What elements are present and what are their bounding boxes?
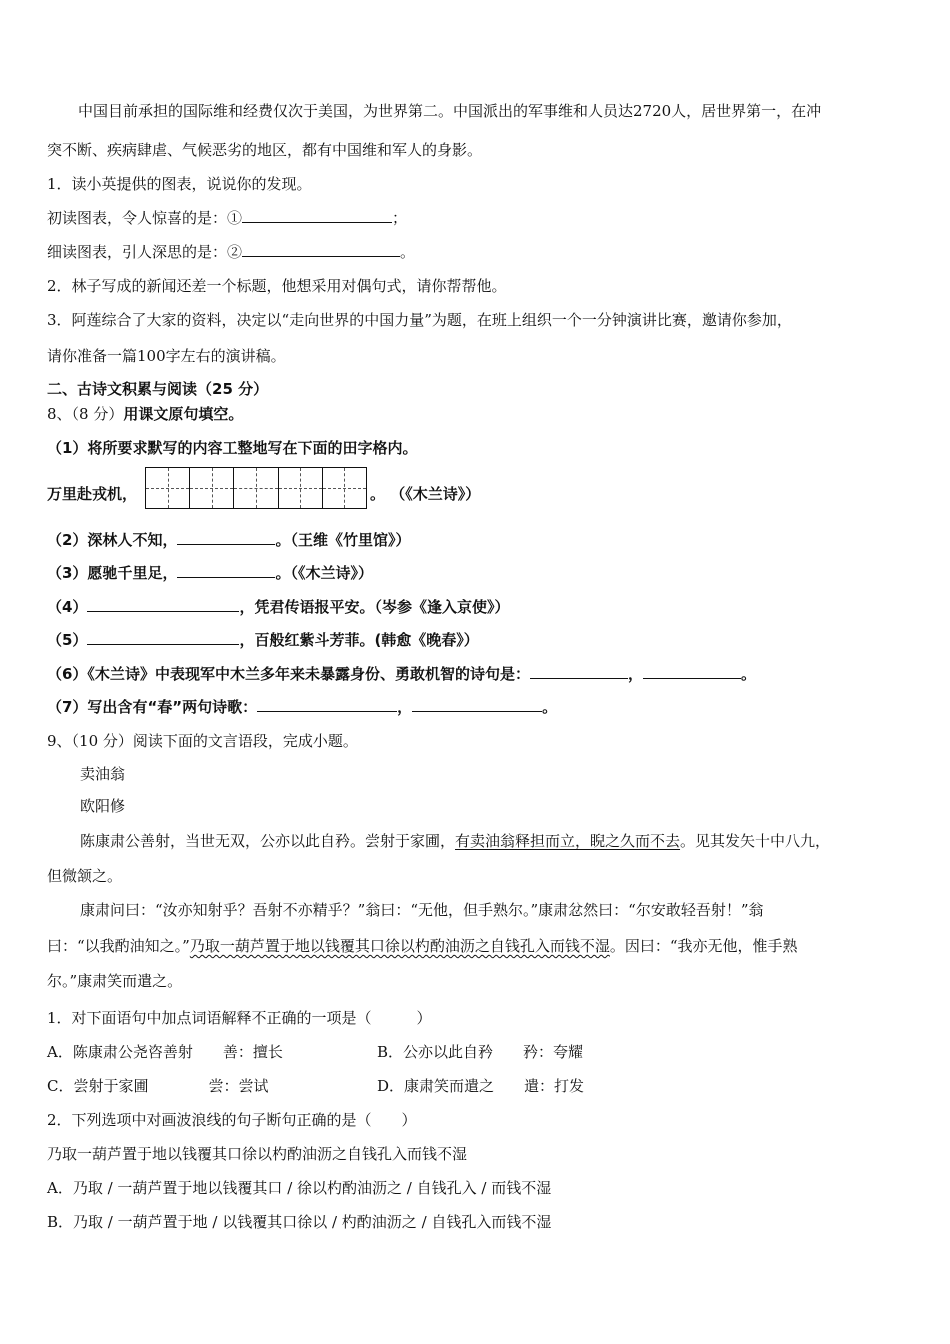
q8-instruction: 用课文原句填空。 bbox=[123, 405, 244, 423]
passage-para-2-line-1: 康肃问曰：“汝亦知射乎？吾射不亦精乎？”翁曰：“无他，但手熟尔。”康肃忿然曰：“尔安敢轻吾射！”翁 bbox=[80, 901, 764, 919]
answer-blank[interactable] bbox=[87, 597, 239, 612]
answer-blank[interactable] bbox=[530, 664, 628, 679]
q7-item-3-line-1: 3．阿莲综合了大家的资料，决定以“走向世界的中国力量”为题，在班上组织一个一分钟演讲比赛，邀请你参加， bbox=[47, 311, 792, 329]
q7-detail-read bbox=[47, 242, 415, 262]
q8-part-1-suffix: 。 （《木兰诗》） bbox=[370, 485, 481, 503]
grid-cell[interactable] bbox=[146, 468, 190, 508]
grid-cell[interactable] bbox=[234, 468, 278, 508]
q8-part-6 bbox=[47, 664, 756, 684]
q9-sub-1-option-d[interactable]: D．康肃笑而遣之 遣：打发 bbox=[377, 1077, 585, 1095]
answer-blank[interactable] bbox=[242, 208, 392, 223]
answer-blank[interactable] bbox=[177, 530, 275, 545]
intro-line-2: 突不断、疾病肆虐、气候恶劣的地区，都有中国维和军人的身影。 bbox=[47, 141, 483, 159]
q9-header: 9、（10 分）阅读下面的文言语段，完成小题。 bbox=[47, 732, 358, 750]
answer-blank[interactable] bbox=[257, 697, 397, 712]
grid-cell[interactable] bbox=[190, 468, 234, 508]
q9-sub-1-option-a[interactable]: A．陈康肃公尧咨善射 善：擅长 bbox=[47, 1043, 283, 1061]
q7-detail-read-label: 细读图表，引人深思的是：② bbox=[47, 243, 243, 261]
passage-title: 卖油翁 bbox=[80, 765, 126, 783]
q8-part-1: （1）将所要求默写的内容工整地写在下面的田字格内。 bbox=[47, 439, 418, 457]
section-2-title: 二、古诗文积累与阅读（25 分） bbox=[47, 380, 269, 398]
para-2-text: 曰：“以我酌油知之。” bbox=[47, 937, 190, 955]
q8-part-4-suffix: ，凭君传语报平安。（岑参《逢入京使》） bbox=[239, 598, 510, 616]
q8-part-3-prefix: （3）愿驰千里足， bbox=[47, 564, 178, 582]
answer-blank[interactable] bbox=[87, 630, 239, 645]
q8-part-6-end: 。 bbox=[740, 665, 756, 683]
underlined-sentence: 有卖油翁释担而立，睨之久而不去 bbox=[455, 832, 681, 850]
q7-item-2: 2．林子写成的新闻还差一个标题，他想采用对偶句式，请你帮帮他。 bbox=[47, 277, 507, 295]
q8-part-6-prefix: （6）《木兰诗》中表现军中木兰多年来未暴露身份、勇敢机智的诗句是： bbox=[47, 665, 530, 683]
q8-part-2-suffix: 。（王维《竹里馆》） bbox=[275, 531, 411, 549]
q8-header bbox=[47, 404, 243, 424]
grid-cell[interactable] bbox=[279, 468, 323, 508]
q8-part-7-end: 。 bbox=[542, 698, 558, 716]
para-1-text-cont: 。见其发矢十中八九， bbox=[680, 832, 831, 850]
q8-part-3 bbox=[47, 563, 373, 583]
answer-blank[interactable] bbox=[177, 563, 275, 578]
passage-para-2-line-2 bbox=[47, 936, 798, 956]
q8-part-2 bbox=[47, 530, 410, 550]
passage-author: 欧阳修 bbox=[80, 797, 126, 815]
answer-blank[interactable] bbox=[643, 664, 741, 679]
q8-part-5-prefix: （5） bbox=[47, 631, 88, 649]
grid-cell[interactable] bbox=[323, 468, 366, 508]
q7-first-read bbox=[47, 208, 407, 228]
q9-sub-2-sentence: 乃取一葫芦置于地以钱覆其口徐以杓酌油沥之自钱孔入而钱不湿 bbox=[47, 1145, 468, 1163]
q8-number: 8、（8 分） bbox=[47, 405, 124, 423]
q8-part-7 bbox=[47, 697, 557, 717]
q9-sub-2-option-b[interactable]: B．乃取 / 一葫芦置于地 / 以钱覆其口徐以 / 杓酌油沥之 / 自钱孔入而钱不湿 bbox=[47, 1213, 552, 1231]
q7-first-read-end: ； bbox=[392, 209, 408, 227]
passage-para-2-line-3: 尔。”康肃笑而遣之。 bbox=[47, 972, 183, 990]
q9-sub-1: 1．对下面语句中加点词语解释不正确的一项是（ ） bbox=[47, 1009, 432, 1027]
q7-item-3-line-2: 请你准备一篇100字左右的演讲稿。 bbox=[47, 347, 286, 365]
q8-part-4 bbox=[47, 597, 509, 617]
passage-para-1-line-2: 但微颔之。 bbox=[47, 867, 123, 885]
tianzige-grid[interactable] bbox=[145, 467, 367, 509]
para-2-text-cont: 。因曰：“我亦无他，惟手熟 bbox=[609, 937, 798, 955]
q8-part-2-prefix: （2）深林人不知， bbox=[47, 531, 178, 549]
q8-part-3-suffix: 。（《木兰诗》） bbox=[275, 564, 373, 582]
answer-blank[interactable] bbox=[412, 697, 542, 712]
q9-sub-2-option-a[interactable]: A．乃取 / 一葫芦置于地以钱覆其口 / 徐以杓酌油沥之 / 自钱孔入 / 而钱不湿 bbox=[47, 1179, 552, 1197]
passage-para-1 bbox=[80, 831, 830, 851]
wavy-underlined-sentence: 乃取一葫芦置于地以钱覆其口徐以杓酌油沥之自钱孔入而钱不湿 bbox=[189, 937, 610, 955]
q8-part-5-suffix: ，百般红紫斗芳菲。(韩愈《晚春》） bbox=[239, 631, 479, 649]
q8-part-7-prefix: （7）写出含有“春”两句诗歌： bbox=[47, 698, 258, 716]
q9-sub-2: 2．下列选项中对画波浪线的句子断句正确的是（ ） bbox=[47, 1111, 417, 1129]
answer-blank[interactable] bbox=[242, 242, 400, 257]
intro-line-1: 中国目前承担的国际维和经费仅次于美国，为世界第二。中国派出的军事维和人员达2720人，居世界第一，在冲 bbox=[78, 102, 822, 120]
para-1-text: 陈康肃公善射，当世无双，公亦以此自矜。尝射于家圃， bbox=[80, 832, 456, 850]
q7-item-1: 1．读小英提供的图表，说说你的发现。 bbox=[47, 175, 312, 193]
q7-detail-read-end: 。 bbox=[400, 243, 416, 261]
q8-part-4-prefix: （4） bbox=[47, 598, 88, 616]
q9-sub-1-option-c[interactable]: C．尝射于家圃 尝：尝试 bbox=[47, 1077, 269, 1095]
q7-first-read-label: 初读图表，令人惊喜的是：① bbox=[47, 209, 243, 227]
q8-part-5 bbox=[47, 630, 479, 650]
q9-sub-1-option-b[interactable]: B．公亦以此自矜 矜：夸耀 bbox=[377, 1043, 584, 1061]
q8-part-7-mid: ， bbox=[397, 698, 413, 716]
q8-part-1-prefix: 万里赴戎机， bbox=[47, 485, 138, 503]
q8-part-6-mid: ， bbox=[627, 665, 643, 683]
